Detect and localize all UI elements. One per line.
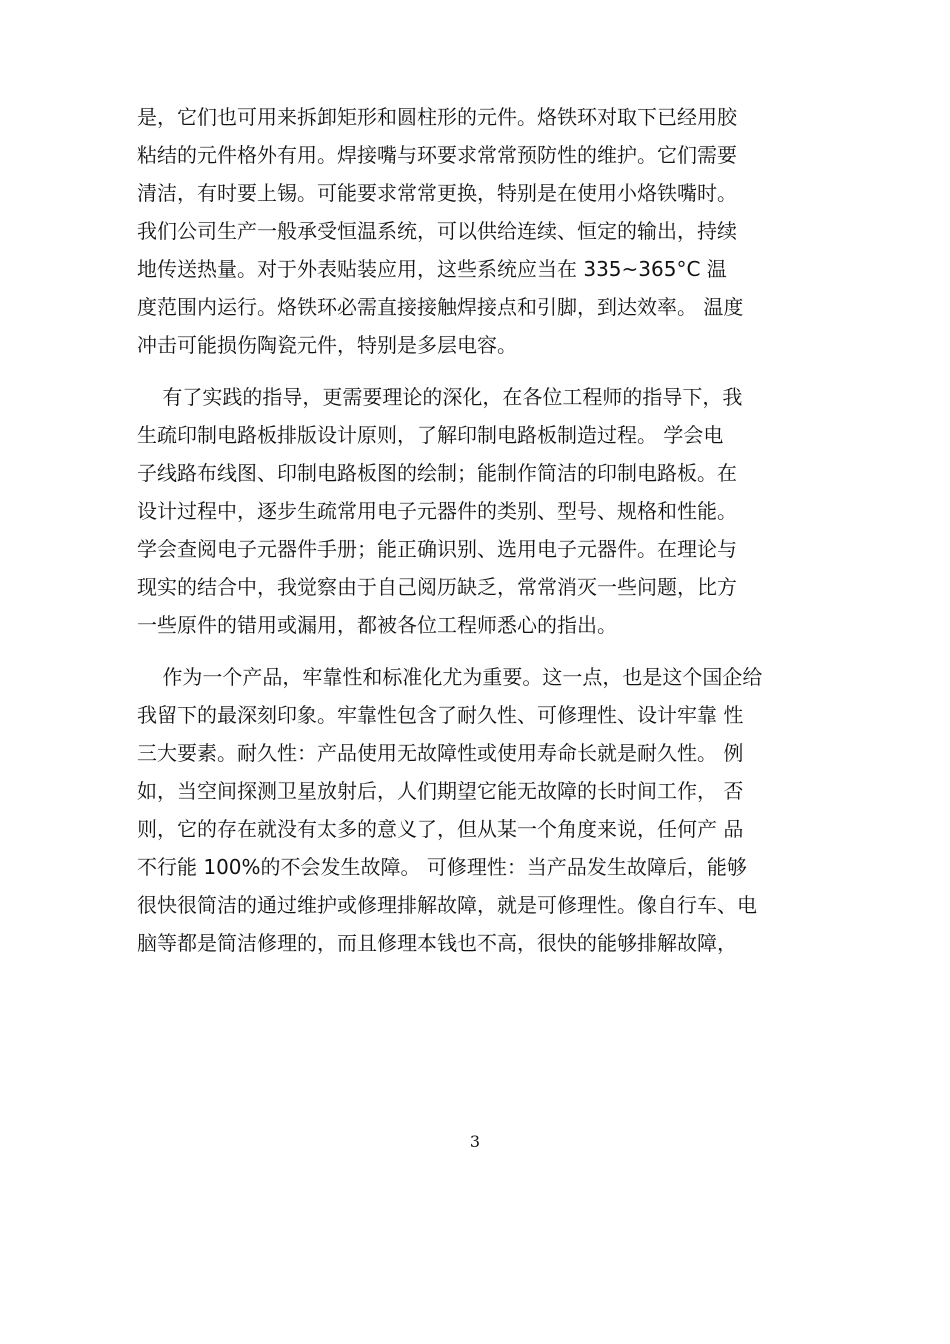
body-text (137, 98, 823, 962)
text-line: 三大要素。耐久性：产品使用无故障性或使用寿命长就是耐久性。 例 (137, 741, 744, 765)
text-line: 作为一个产品，牢靠性和标准化尤为重要。这一点，也是这个国企给 (137, 665, 763, 689)
text-line: 地传送热量。对于外表贴装应用，这些系统应当在 335~365°C 温 (137, 257, 727, 281)
text-line: 不行能 100%的不会发生故障。 可修理性：当产品发生故障后，能够 (137, 855, 747, 879)
paragraph-1 (137, 98, 823, 364)
page-number: 3 (469, 1132, 481, 1151)
text-line: 子线路布线图、印制电路板图的绘制；能制作简洁的印制电路板。在 (137, 461, 737, 485)
text-line: 是，它们也可用来拆卸矩形和圆柱形的元件。烙铁环对取下已经用胶 (137, 105, 737, 129)
text-line: 我们公司生产一般承受恒温系统，可以供给连续、恒定的输出，持续 (137, 219, 737, 243)
paragraph-spacing (137, 364, 823, 378)
text-line: 设计过程中，逐步生疏常用电子元器件的类别、型号、规格和性能。 (137, 499, 737, 523)
text-line: 则，它的存在就没有太多的意义了，但从某一个角度来说，任何产 品 (137, 817, 744, 841)
paragraph-2 (137, 378, 823, 644)
paragraph-3 (137, 658, 823, 962)
text-line: 很快很简洁的通过维护或修理排解故障，就是可修理性。像自行车、电 (137, 893, 757, 917)
text-line: 冲击可能损伤陶瓷元件，特别是多层电容。 (137, 333, 517, 357)
text-line: 度范围内运行。烙铁环必需直接接触焊接点和引脚，到达效率。 温度 (137, 295, 744, 319)
text-line: 如，当空间探测卫星放射后，人们期望它能无故障的长时间工作， 否 (137, 779, 744, 803)
paragraph-spacing (137, 644, 823, 658)
text-line: 我留下的最深刻印象。牢靠性包含了耐久性、可修理性、设计牢靠 性 (137, 703, 744, 727)
text-line: 现实的结合中，我觉察由于自己阅历缺乏，常常消灭一些问题，比方 (137, 575, 737, 599)
text-line: 学会查阅电子元器件手册；能正确识别、选用电子元器件。在理论与 (137, 537, 737, 561)
text-line: 粘结的元件格外有用。焊接嘴与环要求常常预防性的维护。它们需要 (137, 143, 737, 167)
text-line: 生疏印制电路板排版设计原则，了解印制电路板制造过程。 学会电 (137, 423, 724, 447)
text-line: 脑等都是简洁修理的，而且修理本钱也不高，很快的能够排解故障， (137, 931, 737, 955)
text-line: 清洁，有时要上锡。可能要求常常更换，特别是在使用小烙铁嘴时。 (137, 181, 737, 205)
text-line: 一些原件的错用或漏用，都被各位工程师悉心的指出。 (137, 613, 617, 637)
text-line: 有了实践的指导，更需要理论的深化，在各位工程师的指导下，我 (137, 385, 743, 409)
